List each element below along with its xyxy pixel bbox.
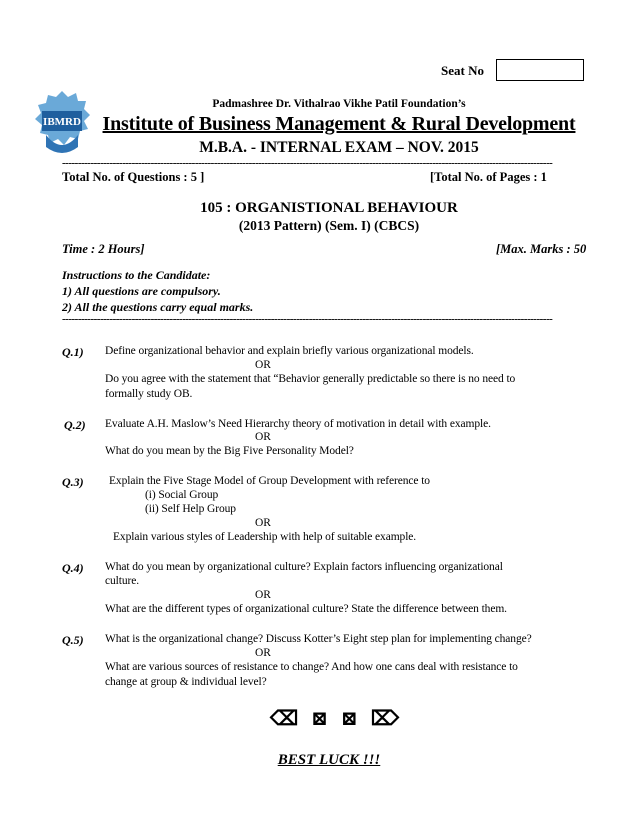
decorative-box-symbols: ⌫ ⊠ ⊠ ⌦ [270,708,404,730]
svg-text:IBMRD: IBMRD [43,116,81,128]
exam-title: M.B.A. - INTERNAL EXAM – NOV. 2015 [199,139,479,156]
total-pages: [Total No. of Pages : 1 [430,170,547,184]
question-text: Evaluate A.H. Maslow’s Need Hierarchy theory of motivation in detail with example. [105,418,491,430]
or-separator: OR [255,359,271,371]
question-text: Explain various styles of Leadership with help of suitable example. [113,531,417,543]
subject-title: 105 : ORGANISTIONAL BEHAVIOUR [200,200,458,216]
question-text: Explain the Five Stage Model of Group Development with reference to [109,475,430,487]
question-number: Q.2) [64,418,86,432]
institute-name: Institute of Business Management & Rural Development [102,113,576,135]
or-separator: OR [255,517,271,529]
question-text: What do you mean by the Big Five Personality Model? [105,445,354,457]
question-number: Q.3) [62,475,84,489]
question-number: Q.5) [62,633,84,647]
question-text: What is the organizational change? Discuss Kotter’s Eight step plan for implementing change? [105,633,532,645]
question-text: change at group & individual level? [105,676,267,688]
best-luck-text: BEST LUCK !!! [277,752,381,768]
question-subitem: (ii) Self Help Group [145,503,236,515]
seat-no-box[interactable] [496,59,584,81]
question-text: Define organizational behavior and explain briefly various organizational models. [105,345,474,357]
divider-top: ----------------------------------------------------------------------------------------------------------------------------------------------------------- [62,158,553,169]
total-questions: Total No. of Questions : 5 ] [62,170,205,184]
max-marks: [Max. Marks : 50 [496,242,587,256]
question-number: Q.1) [62,345,84,359]
question-text: What do you mean by organizational culture? Explain factors influencing organizational [105,561,503,573]
or-separator: OR [255,589,271,601]
question-text: What are various sources of resistance to change? And how one cans deal with resistance to [105,661,518,673]
question-text: What are the different types of organizational culture? State the difference between them. [105,603,507,615]
exam-time: Time : 2 Hours] [62,242,145,256]
or-separator: OR [255,647,271,659]
question-number: Q.4) [62,561,84,575]
subject-pattern: (2013 Pattern) (Sem. I) (CBCS) [238,218,420,233]
question-text: culture. [105,575,140,587]
question-text: formally study OB. [105,388,193,400]
instructions-heading: Instructions to the Candidate: [62,268,211,282]
question-text: Do you agree with the statement that “Behavior generally predictable so there is no need to [105,373,516,385]
or-separator: OR [255,431,271,443]
question-subitem: (i) Social Group [145,489,219,501]
divider-bottom: ----------------------------------------------------------------------------------------------------------------------------------------------------------- [62,314,553,325]
foundation-name: Padmashree Dr. Vithalrao Vikhe Patil Foundation’s [212,98,466,110]
instruction-item: 2) All the questions carry equal marks. [62,300,254,314]
seat-no-label: Seat No [441,63,484,78]
instruction-item: 1) All questions are compulsory. [62,284,221,298]
